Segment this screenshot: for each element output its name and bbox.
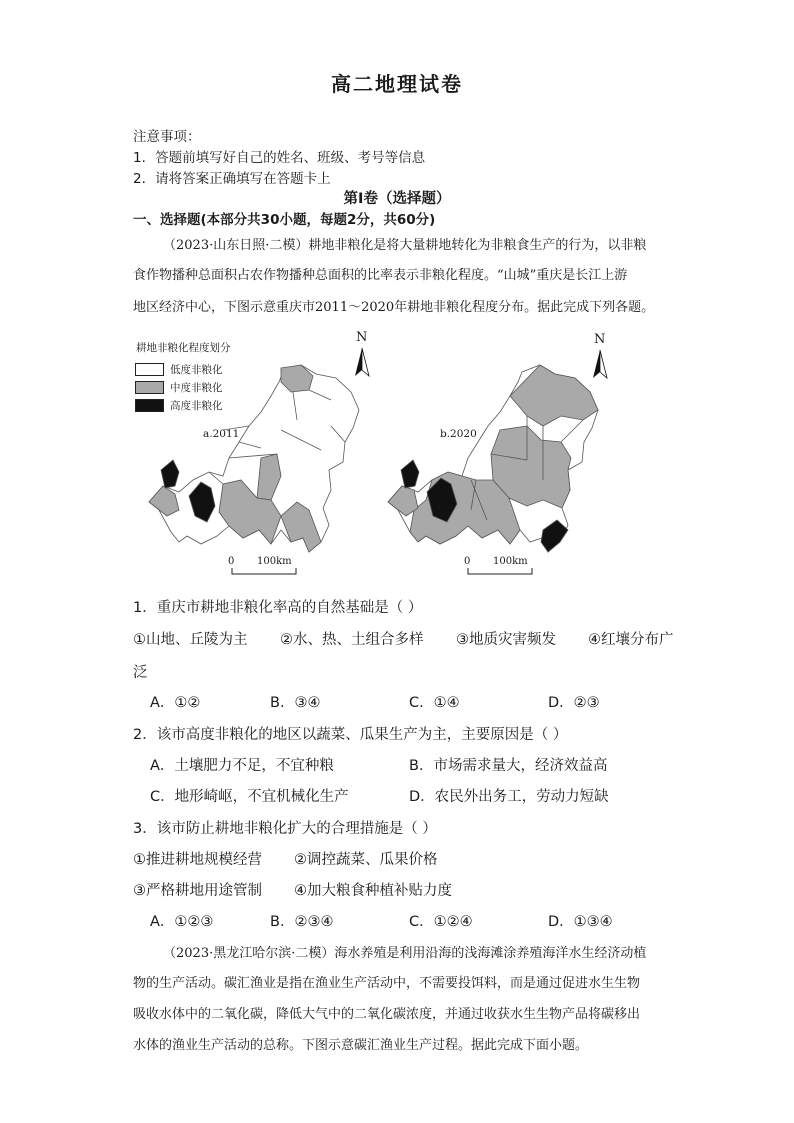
notice-heading: 注意事项： — [133, 129, 201, 145]
north-arrow-icon-b — [593, 350, 607, 378]
q3-option-a[interactable]: A．①②③ — [150, 914, 214, 930]
q1-option-b[interactable]: B．③④ — [270, 695, 321, 711]
chongqing-map-figure — [131, 330, 631, 580]
q1-item-4: ④红壤分布广 — [588, 632, 674, 648]
scale-bar-a — [232, 568, 296, 574]
q3-item-3: ③严格耕地用途管制 — [133, 883, 262, 899]
page-title: 高二地理试卷 — [331, 72, 463, 96]
q1-item-2: ②水、热、土组合多样 — [280, 632, 424, 648]
scale-dist-b: 100km — [493, 556, 528, 567]
legend-label-low: 低度非粮化 — [170, 364, 223, 376]
map-a-black-west — [161, 460, 179, 488]
passage1-line-3: 地区经济中心，下图示意重庆市2011～2020年耕地非粮化程度分布。据此完成下列各题。 — [133, 300, 655, 315]
q2-stem: 2．该市高度非粮化的地区以蔬菜、瓜果生产为主，主要原因是（ ） — [133, 727, 568, 743]
q3-item-4: ④加大粮食种植补贴力度 — [294, 883, 452, 899]
passage2-line-2: 物的生产活动。碳汇渔业是指在渔业生产活动中，不需要投饵料，而是通过促进水生生物 — [133, 976, 641, 991]
q2-option-b[interactable]: B．市场需求量大，经济效益高 — [409, 758, 608, 774]
part-title: 第I卷（选择题） — [343, 191, 451, 207]
notice-1: 1．答题前填写好自己的姓名、班级、考号等信息 — [133, 150, 426, 166]
q3-item-2: ②调控蔬菜、瓜果价格 — [294, 852, 438, 868]
q3-stem: 3．该市防止耕地非粮化扩大的合理措施是（ ） — [133, 821, 437, 837]
q3-option-c[interactable]: C．①②④ — [409, 914, 473, 930]
q1-option-c[interactable]: C．①④ — [409, 695, 460, 711]
north-label-a: N — [356, 330, 368, 345]
q1-item-3: ③地质灾害频发 — [456, 632, 556, 648]
passage1-line-1: （2023·山东日照·二模）耕地非粮化是将大量耕地转化为非粮食生产的行为，以非粮 — [163, 238, 647, 253]
scale-zero-a: 0 — [228, 556, 235, 567]
north-arrow-icon-a — [355, 348, 369, 376]
scale-dist-a: 100km — [257, 556, 292, 567]
passage2-line-1: （2023·黑龙江哈尔滨·二模）海水养殖是利用沿海的浅海滩涂养殖海洋水生经济动植 — [163, 946, 647, 961]
passage1-line-2: 食作物播种总面积占农作物播种总面积的比率表示非粮化程度。“山城”重庆是长江上游 — [133, 268, 628, 283]
q3-item-1: ①推进耕地规模经营 — [133, 852, 262, 868]
section-heading: 一、选择题(本部分共30小题，每题2分，共60分) — [133, 212, 436, 228]
scale-bar-b — [468, 568, 532, 574]
legend-label-medium: 中度非粮化 — [170, 382, 223, 394]
map-b-label: b.2020 — [440, 428, 477, 440]
map-a-label: a.2011 — [203, 428, 240, 440]
map-a — [149, 365, 359, 552]
q2-option-c[interactable]: C．地形崎岖，不宜机械化生产 — [150, 789, 349, 805]
legend-label-high: 高度非粮化 — [170, 400, 223, 412]
legend-title: 耕地非粮化程度划分 — [136, 342, 231, 354]
q2-option-d[interactable]: D．农民外出务工，劳动力短缺 — [409, 789, 609, 805]
notice-2: 2．请将答案正确填写在答题卡上 — [133, 171, 331, 187]
passage2-line-3: 吸收水体中的二氧化碳，降低大气中的二氧化碳浓度，并通过收获水生生物产品将碳移出 — [133, 1007, 641, 1022]
q1-option-d[interactable]: D．②③ — [548, 695, 600, 711]
passage2-line-4: 水体的渔业生产活动的总称。下图示意碳汇渔业生产过程。据此完成下面小题。 — [133, 1038, 589, 1053]
north-label-b: N — [594, 332, 606, 347]
maps-svg — [131, 330, 631, 580]
q1-item-4-cont: 泛 — [133, 665, 148, 681]
scale-zero-b: 0 — [464, 556, 471, 567]
q2-option-a[interactable]: A．土壤肥力不足，不宜种粮 — [150, 758, 334, 774]
map-b — [388, 365, 598, 552]
q3-option-d[interactable]: D．①③④ — [548, 914, 613, 930]
q3-option-b[interactable]: B．②③④ — [270, 914, 334, 930]
map-b-black-west — [401, 460, 419, 488]
q1-option-a[interactable]: A．①② — [150, 695, 201, 711]
q1-item-1: ①山地、丘陵为主 — [133, 632, 248, 648]
q1-stem: 1．重庆市耕地非粮化率高的自然基础是（ ） — [133, 600, 423, 616]
